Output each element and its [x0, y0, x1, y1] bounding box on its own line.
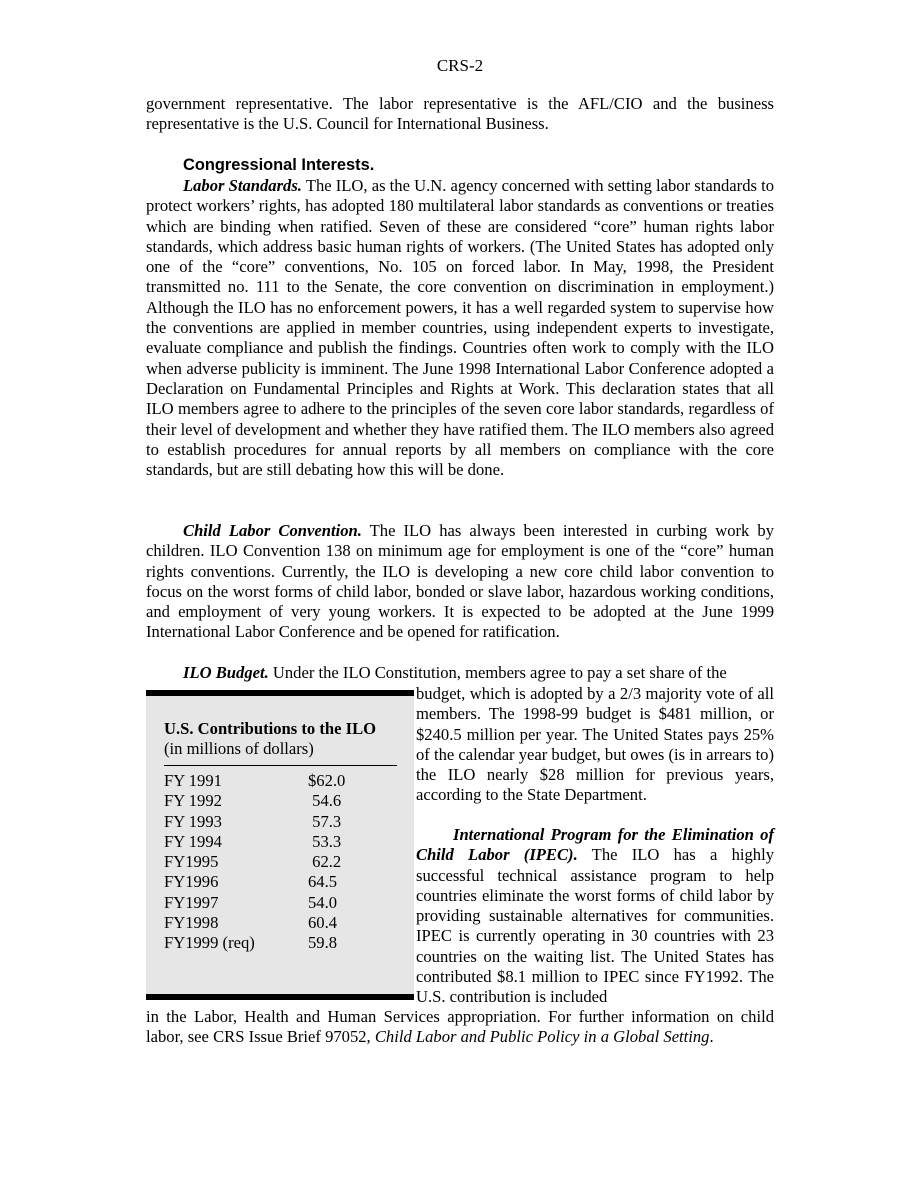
child-labor-paragraph — [146, 521, 774, 643]
issue-brief-title: Child Labor and Public Policy in a Global Setting — [374, 1027, 710, 1047]
budget-lead: Under the ILO Constitution, members agree to pay a set share of the — [268, 663, 727, 682]
table-row — [164, 852, 404, 872]
sidebar-divider — [164, 765, 397, 766]
table-row — [164, 771, 404, 791]
sidebar-bottom-rule — [146, 994, 414, 1000]
ipec-tail-paragraph — [146, 1007, 774, 1048]
table-row — [164, 791, 404, 811]
labor-standards-text: The ILO, as the U.N. agency concerned with setting labor standards to protect workers’ rights, has adopted 180 multilateral labor standards as conventions or treaties which are binding when ratified. Seven of these are considered “core” human rights labor standards, which address basic human rights of workers. (The United States has adopted only one of the “core” conventions, No. 105 on forced labor. In May, 1998, the President transmitted no. 111 to the Senate, the core convention on discrimination in employment.) Although the ILO has no enforcement powers, it has a well regarded system to supervise how the conventions are applied in member countries, using independent experts to investigate, evaluate compliance and publish the findings. Countries often work to comply with the ILO when adverse publicity is imminent. The June 1998 International Labor Conference adopted a Declaration on Fundamental Principles and Rights at Work. This declaration states that all ILO members agree to adhere to the principles of the seven core labor standards, regardless of their level of development and whether they have ratified them. The ILO members also agreed to establish procedures for annual reports by all members on compliance with the core standards, but are still debating how this will be done. — [146, 176, 775, 480]
ipec-tail-text: in the Labor, Health and Human Services appropriation. For further information on child labor, see CRS Issue Brief 97052, — [146, 1007, 774, 1047]
page-header: CRS-2 — [436, 56, 484, 75]
child-labor-runin: Child Labor Convention. — [183, 521, 362, 540]
ipec-runin: International Program for the Elimination of Child Labor (IPEC). — [416, 825, 774, 865]
ipec-text: The ILO has a highly successful technical assistance program to help countries eliminate the worst forms of child labor by providing sustainable alternatives for communities. IPEC is currently operating in 30 countries with 23 countries on the waiting list. The United States has contributed $8.1 million to IPEC since FY1992. The U.S. contribution is included — [416, 845, 775, 1007]
table-row — [164, 933, 404, 953]
amount: 53.3 — [308, 831, 342, 851]
sidebar-top-rule — [146, 690, 414, 696]
child-labor-text: The ILO has always been interested in curbing work by children. ILO Convention 138 on minimum age for employment is one of the “core” human rights conventions. Currently, the ILO is developing a new core child labor convention to focus on the worst forms of child labor, bonded or slave labor, hazardous working conditions, and employment of very young workers. It is expected to be adopted at the June 1999 International Labor Conference and be opened for ratification. — [146, 521, 775, 642]
fiscal-year: FY 1994 — [164, 831, 222, 851]
amount: 60.4 — [308, 913, 338, 933]
ipec-paragraph — [416, 825, 774, 1008]
amount: 54.0 — [308, 892, 338, 912]
sidebar-title: U.S. Contributions to the ILO — [164, 719, 377, 738]
amount: 54.6 — [308, 791, 342, 811]
fiscal-year: FY 1992 — [164, 791, 222, 811]
table-row — [164, 913, 404, 933]
amount: $62.0 — [308, 771, 346, 790]
sidebar-subtitle: (in millions of dollars) — [164, 739, 314, 758]
amount: 59.8 — [308, 933, 338, 953]
contributions-table — [164, 771, 404, 954]
table-row — [164, 832, 404, 852]
budget-runin: ILO Budget. — [183, 663, 269, 682]
intro-paragraph: government representative. The labor representative is the AFL/CIO and the business representative is the U.S. Council for International Business. — [146, 94, 774, 134]
table-row — [164, 893, 404, 913]
fiscal-year: FY 1993 — [164, 811, 222, 831]
amount: 64.5 — [308, 872, 338, 892]
fiscal-year: FY1999 (req) — [164, 933, 255, 953]
table-row — [164, 872, 404, 892]
budget-lead-line — [146, 663, 774, 683]
fiscal-year: FY1995 — [164, 852, 219, 872]
amount: 57.3 — [308, 811, 342, 831]
amount: 62.2 — [308, 852, 342, 872]
fiscal-year: FY 1991 — [164, 771, 222, 790]
labor-standards-paragraph — [146, 176, 774, 480]
fiscal-year: FY1998 — [164, 913, 219, 933]
table-row — [164, 812, 404, 832]
budget-wrap-paragraph: budget, which is adopted by a 2/3 majority vote of all members. The 1998-99 budget is $481 million, or $240.5 million per year. The United States pays 25% of the calendar year budget, but owes (is in arrears to) the ILO nearly $28 million for previous years, according to the State Department. — [416, 684, 775, 805]
contributions-sidebar — [146, 690, 414, 1000]
section-heading: Congressional Interests. — [183, 156, 375, 174]
ipec-tail-end: . — [709, 1027, 714, 1047]
fiscal-year: FY1997 — [164, 892, 219, 912]
fiscal-year: FY1996 — [164, 872, 219, 892]
labor-standards-runin: Labor Standards. — [183, 176, 302, 195]
